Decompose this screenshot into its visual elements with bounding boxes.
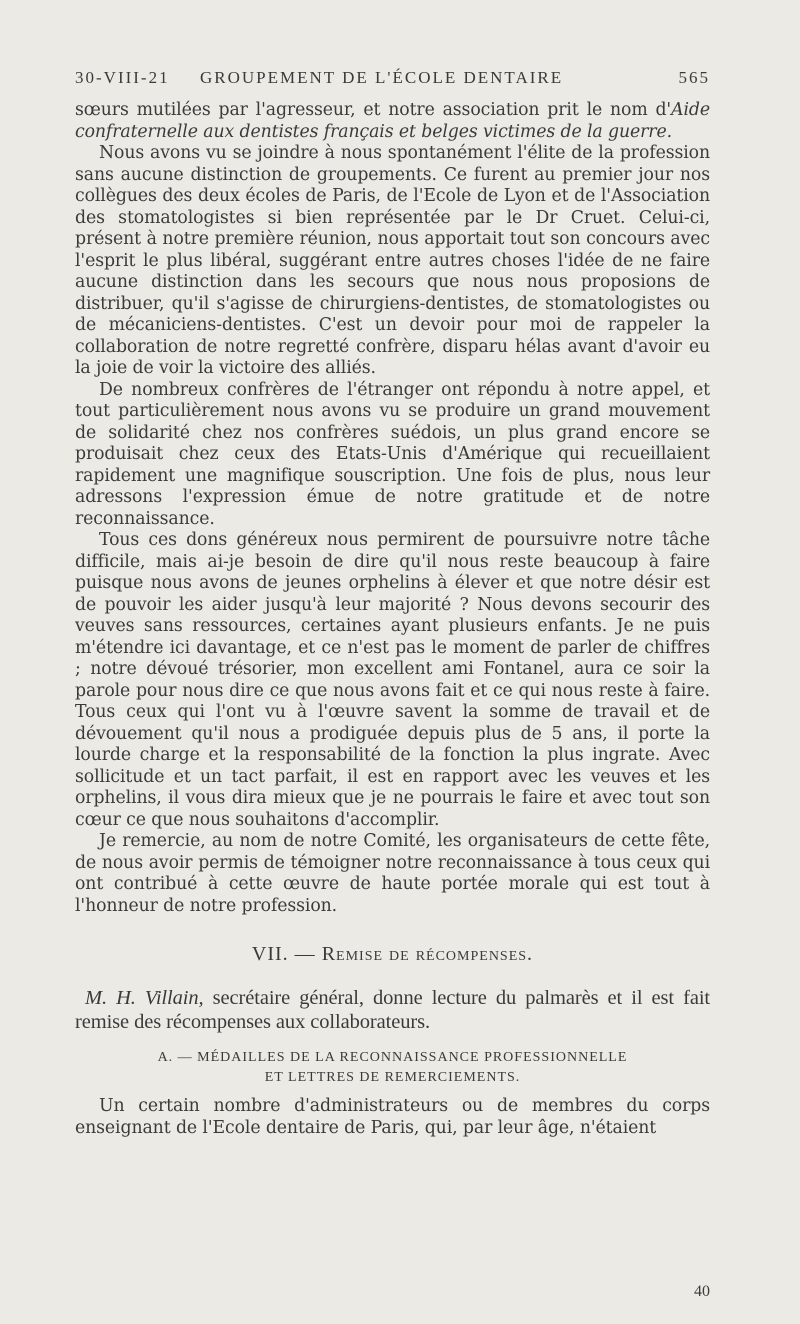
lead-paragraph <box>75 986 710 1034</box>
lead-text: secrétaire général, donne lecture du palmarès et il est fait remise des récompenses aux collaborateurs. <box>75 987 711 1033</box>
header-title: GROUPEMENT DE L'ÉCOLE DENTAIRE <box>200 68 564 87</box>
association-name: Aide confraternelle aux dentistes français et belges victimes de la guerre. <box>75 100 710 142</box>
signature-mark: 40 <box>694 1283 710 1300</box>
paragraph-text: sœurs mutilées par l'agresseur, et notre association prit le nom d' <box>75 100 672 120</box>
paragraph: Je remercie, au nom de notre Comité, les organisateurs de cette fête, de nous avoir permis de témoigner notre reconnaissance à tous ceux qui ont contribué à cette œuvre de haute portée morale qui est tout à l'honneur de notre profession. <box>75 831 710 916</box>
page-number: 565 <box>678 68 710 87</box>
section-title: Remise de récompenses. <box>321 943 534 965</box>
section-heading <box>75 943 710 966</box>
paragraph: Un certain nombre d'administrateurs ou de membres du corps enseignant de l'Ecole dentaire de Paris, qui, par leur âge, n'étaient <box>75 1096 710 1138</box>
subsection-heading <box>75 1048 710 1088</box>
section-number: VII. — <box>251 943 322 965</box>
paragraph-continued <box>75 100 710 143</box>
paragraph: Nous avons vu se joindre à nous spontanément l'élite de la profession sans aucune distinction de groupements. Ce furent au premier jour nos collègues des deux écoles de Paris, de l'Ecole de Lyon et de l'Association des stomatologistes si bien représentée par le Dr Cruet. Celui-ci, présent à notre première réunion, nous apportait tout son concours avec l'esprit le plus libéral, suggérant entre autres choses l'idée de ne faire aucune distinction dans les secours que nous nous proposions de distribuer, qu'il s'agisse de chirurgiens-dentistes, de stomatologistes ou de mécaniciens-dentistes. C'est un devoir pour moi de rappeler la collaboration de notre regretté confrère, disparu hélas avant d'avoir eu la joie de voir la victoire des alliés. <box>75 143 710 378</box>
speaker-name: M. H. Villain, <box>85 987 204 1009</box>
paragraph: Tous ces dons généreux nous permirent de poursuivre notre tâche difficile, mais ai-je besoin de dire qu'il nous reste beaucoup à faire puisque nous avons de jeunes orphelins à élever et que notre désir est de pouvoir les aider jusqu'à leur majorité ? Nous devons secourir des veuves sans ressources, certaines ayant plusieurs enfants. Je ne puis m'étendre ici davantage, et ce n'est pas le moment de parler de chiffres ; notre dévoué trésorier, mon excellent ami Fontanel, aura ce soir la parole pour nous dire ce que nous avons fait et ce qui nous reste à faire. Tous ceux qui l'ont vu à l'œuvre savent la somme de travail et de dévouement qu'il nous a prodiguée depuis plus de 5 ans, il porte la lourde charge et la responsabilité de la fonction la plus ingrate. Avec sollicitude et un tact parfait, il est en rapport avec les veuves et les orphelins, il vous dira mieux que je ne pourrais le faire et avec tout son cœur ce que nous souhaitons d'accomplir. <box>75 530 710 830</box>
running-header <box>75 60 710 100</box>
paragraph: De nombreux confrères de l'étranger ont répondu à notre appel, et tout particulièrement nous avons vu se produire un grand mouvement de solidarité chez nos confrères suédois, un plus grand encore se produisait chez ceux des Etats-Unis d'Amérique qui recueillaient rapidement une magnifique souscription. Une fois de plus, nous leur adressons l'expression émue de notre gratitude et de notre reconnaissance. <box>75 379 710 529</box>
header-date: 30-VIII-21 <box>75 68 170 87</box>
subsection-line: ET LETTRES DE REMERCIEMENTS. <box>264 1070 521 1085</box>
document-page <box>75 60 710 1139</box>
subsection-line: A. — MÉDAILLES DE LA RECONNAISSANCE PROFESSIONNELLE <box>157 1050 628 1065</box>
